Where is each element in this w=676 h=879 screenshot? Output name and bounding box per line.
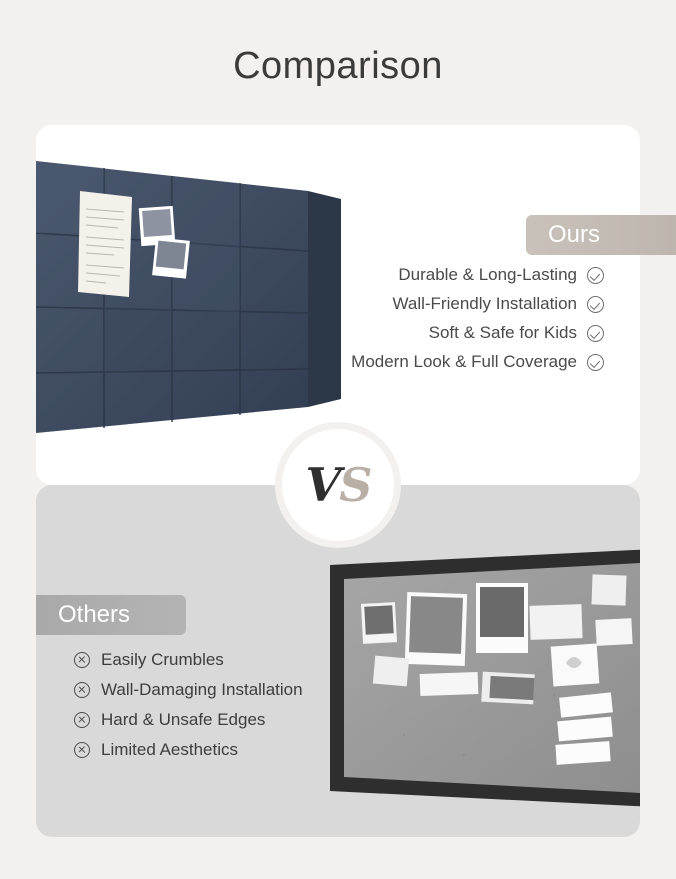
list-item xyxy=(304,265,604,285)
list-item xyxy=(304,294,604,314)
others-item-label: Wall-Damaging Installation xyxy=(101,680,303,699)
list-item xyxy=(304,352,604,372)
vs-right-letter: S xyxy=(339,458,371,512)
vs-left-letter: V xyxy=(305,458,340,512)
x-circle-icon xyxy=(74,652,90,668)
ours-item-label: Soft & Safe for Kids xyxy=(428,323,577,342)
check-circle-icon xyxy=(587,296,604,313)
x-circle-icon xyxy=(74,712,90,728)
check-circle-icon xyxy=(587,325,604,342)
vs-text xyxy=(305,458,371,512)
page-title: Comparison xyxy=(233,45,443,87)
check-circle-icon xyxy=(587,267,604,284)
list-item xyxy=(304,323,604,343)
others-item-label: Limited Aesthetics xyxy=(101,740,239,759)
ours-item-label: Wall-Friendly Installation xyxy=(392,294,577,313)
others-product-image xyxy=(314,545,640,820)
x-circle-icon xyxy=(74,742,90,758)
others-badge: Others xyxy=(36,595,186,635)
others-item-label: Hard & Unsafe Edges xyxy=(101,710,266,729)
x-circle-icon xyxy=(74,682,90,698)
others-item-label: Easily Crumbles xyxy=(101,650,224,669)
vs-badge xyxy=(282,429,394,541)
ours-badge: Ours xyxy=(526,215,676,255)
check-circle-icon xyxy=(587,354,604,371)
ours-item-label: Modern Look & Full Coverage xyxy=(351,352,577,371)
ours-product-image xyxy=(36,147,341,437)
ours-feature-list xyxy=(304,265,604,381)
ours-item-label: Durable & Long-Lasting xyxy=(398,265,577,284)
